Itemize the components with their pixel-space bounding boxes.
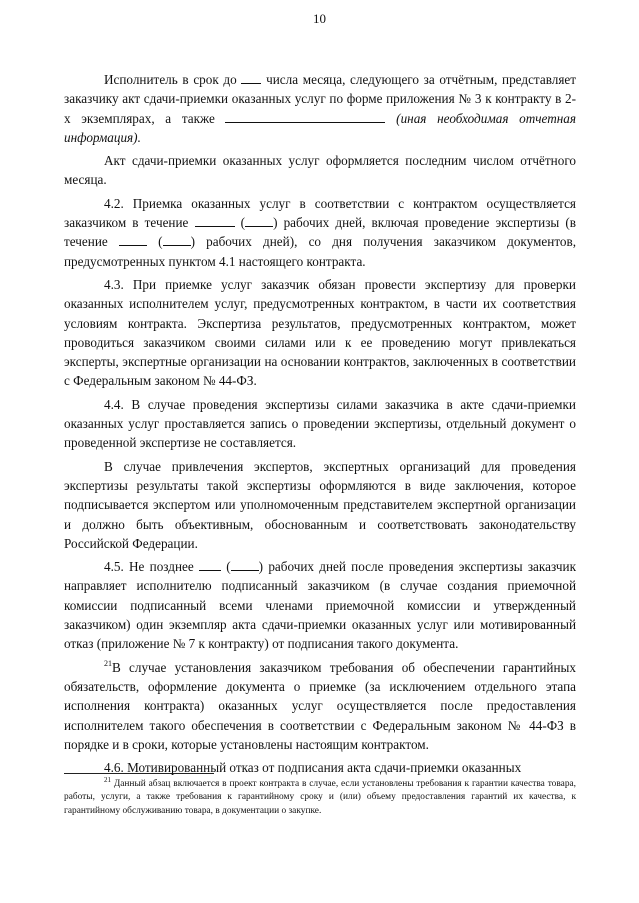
blank-field [195, 215, 235, 227]
paragraph-guarantee: $^{21}$В случае установления заказчиком требования об обеспечении гарантийных обязательств, оформление документа о приемке (за исключением отдельного этапа исполнения контракта) оказанных услуг осуществляется после предоставления исполнителем такого обеспечения в соответствии с Федеральным законом № 44-ФЗ в порядке и в сроки, которые установлены настоящим контрактом. [64, 658, 576, 752]
paragraph-experts: В случае привлечения экспертов, экспертных организаций для проведения экспертизы результаты такой экспертизы оформляются в виде заключения, которое подписывается экспертом или уполномоченным представителем экспертной организации и должно быть объективным, обоснованным и соответствовать законодательству Российской Федерации. [64, 458, 576, 551]
paragraph-4-3: 4.3. При приемке услуг заказчик обязан провести экспертизу для проверки оказанных исполнителем услуг, предусмотренных контрактом, в части их соответствия условиям контракта. Экспертиза результатов, предусмотренных контрактом, может проводиться заказчиком своими силами или к ее проведению могут привлекаться эксперты, экспертные организации на основании контрактов, заключенных в соответствии с Федеральным законом № 44-ФЗ. [64, 276, 576, 389]
paragraph-report-deadline: Исполнитель в срок до числа месяца, следующего за отчётным, представляет заказчику акт сдачи-приемки оказанных услуг по форме приложения № 3 к контракту в 2-х экземплярах, а также (иная необходимая отчетная информация). [64, 72, 577, 145]
document-body [64, 70, 576, 777]
paragraph-4-4: 4.4. В случае проведения экспертизы силами заказчика в акте сдачи-приемки оказанных услуг проставляется запись о проведении экспертизы, отдельный документ о проведенной экспертизе не составляется. [64, 396, 576, 451]
blank-field [241, 72, 261, 84]
blank-field [225, 111, 385, 123]
blank-field [199, 559, 221, 571]
paragraph-4-5: 4.5. Не позднее ( ) рабочих дней после проведения экспертизы заказчик направляет исполнителю подписанный заказчиком (в случае создания приемочной комиссии подписанный всеми членами приемочной комиссии и утвержденный заказчиком) один экземпляр акта сдачи-приемки оказанных услуг или мотивированный отказ (приложение № 7 к контракту) от подписания такого документа. [64, 559, 576, 652]
blank-field [231, 559, 259, 571]
blank-field [163, 234, 191, 246]
paragraph-4-2: 4.2. Приемка оказанных услуг в соответствии с контрактом осуществляется заказчиком в течение ( ) рабочих дней, включая проведение экспертизы (в течение ( ) рабочих дней), со дня получения заказчиком документов, предусмотренных пунктом 4.1 настоящего контракта. [64, 195, 577, 269]
paragraph-4-6: 4.6. Мотивированный отказ от подписания акта сдачи-приемки оказанных [104, 760, 522, 776]
footnote-text: Данный абзац включается в проект контракта в случае, если установлены требования к гарантии качества товара, работы, услуги, а также требования к гарантийному сроку и (или) объему предоставления гарантий их качества, к гарантийному обслуживанию товара, в документации о закупке. [64, 779, 577, 816]
footnote-reference[interactable]: 21 [104, 658, 112, 668]
paragraph-act-date: Акт сдачи-приемки оказанных услуг оформляется последним числом отчётного месяца. [64, 153, 576, 188]
blank-field [245, 215, 273, 227]
instruction-note: (иная необходимая отчетная информация). [64, 110, 577, 145]
page-number: 10 [313, 11, 326, 26]
footnote [64, 778, 576, 818]
footnote-number: 21 [104, 776, 111, 784]
footnote-separator [64, 773, 214, 774]
blank-field [119, 234, 147, 246]
